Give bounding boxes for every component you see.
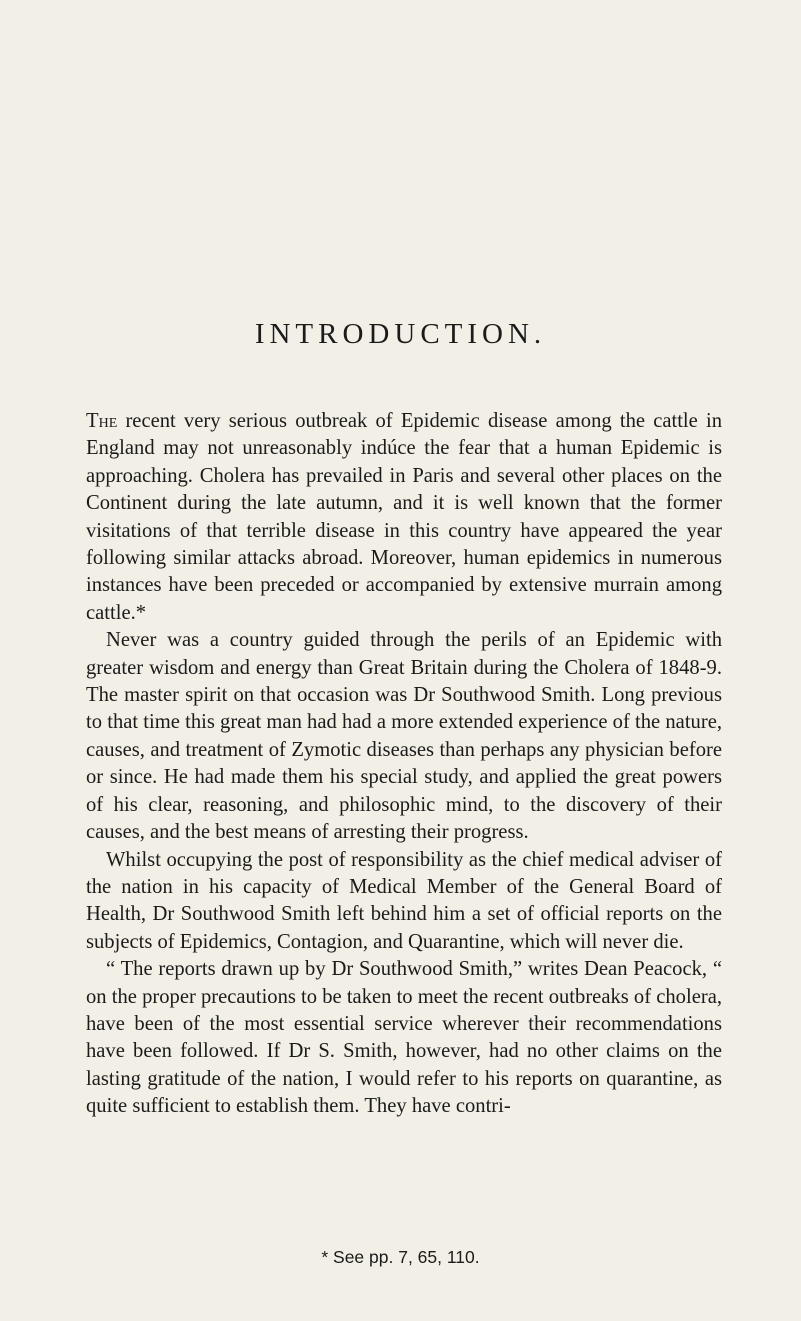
chapter-title: INTRODUCTION. [254, 318, 547, 350]
paragraph-3: Whilst occupying the post of responsibility as the chief medical adviser of the nation in his capacity of Medical Member of the General Board of Health, Dr Southwood Smith left behind him a set of official reports on the subjects of Epidemics, Contagion, and Quarantine, which will never die. [86, 848, 722, 953]
paragraph-1-lead: The [86, 410, 118, 432]
paragraph-2: Never was a country guided through the perils of an Epidemic with greater wisdom and energy than Great Britain during the Cholera of 1848-9. The master spirit on that occasion was Dr Southwood Smith. Long previous to that time this great man had had a more extended experience of the nature, causes, and treatment of Zymotic diseases than perhaps any physician before or since. He had made them his special study, and applied the great powers of his clear, reasoning, and philosophic mind, to the discovery of their causes, and the best means of arresting their progress. [86, 629, 722, 844]
body-text [86, 408, 722, 1121]
paragraph-4: “ The reports drawn up by Dr Southwood Smith,” writes Dean Peacock, “ on the proper precautions to be taken to meet the recent outbreaks of cholera, have been of the most essential service wherever their recommendations have been followed. If Dr S. Smith, however, had no other claims on the lasting gratitude of the nation, I would refer to his reports on quarantine, as quite sufficient to establish them. They have contri- [86, 958, 722, 1118]
footnote: * See pp. 7, 65, 110. [321, 1247, 480, 1267]
paragraph-1 [86, 408, 722, 627]
paragraph-1-text: recent very serious outbreak of Epidemic disease among the cattle in England may not unreasonably indúce the fear that a human Epidemic is approaching. Cholera has prevailed in Paris and several other places on the Continent during the late autumn, and it is well known that the former visitations of that terrible disease in this country have appeared the year following similar attacks abroad. Moreover, human epidemics in numerous instances have been preceded or accompanied by extensive murrain among cattle.* [86, 410, 722, 624]
